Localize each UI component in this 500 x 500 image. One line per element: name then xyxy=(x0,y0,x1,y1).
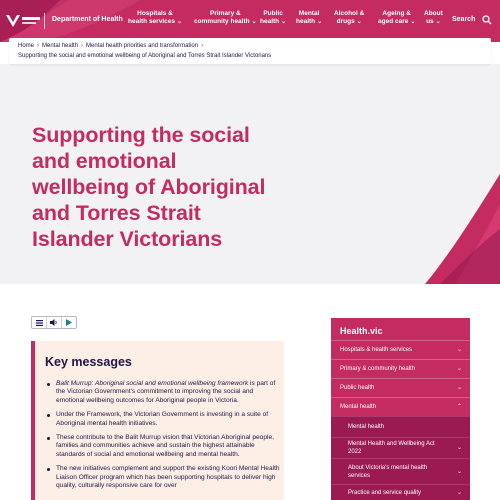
chevron-down-icon: ⌄ xyxy=(317,19,323,25)
side-item-hospitals[interactable]: Hospitals & health services ⌄ xyxy=(331,340,470,359)
menu-icon xyxy=(36,320,43,326)
key-messages-panel xyxy=(31,341,284,500)
list-item: Balit Murrup: Aboriginal social and emotional wellbeing framework is part of the Victorian Government's commitment to improving the social and emotional wellbeing outcomes for Aboriginal people in Victoria. xyxy=(45,380,280,405)
site-header xyxy=(0,0,500,42)
chevron-down-icon: ⌄ xyxy=(356,19,362,25)
list-item: The new initiatives complement and support the existing Koori Mental Health Liaison Officer program which has been supporting hospitals to deliver high quality, culturally responsive care for over xyxy=(45,465,280,490)
search-icon[interactable] xyxy=(482,15,492,25)
department-name[interactable]: Department of Health xyxy=(52,16,123,23)
hero-banner xyxy=(0,64,500,284)
chevron-down-icon[interactable]: ⌄ xyxy=(456,490,462,496)
side-nav-title[interactable]: Health.vic xyxy=(340,326,383,336)
breadcrumb xyxy=(9,38,491,64)
side-sub-about-services[interactable]: About Victoria's mental health services ⌄ xyxy=(331,458,470,484)
key-messages-heading: Key messages xyxy=(45,355,132,369)
side-sub-practice-quality[interactable]: Practice and service quality ⌄ xyxy=(331,484,470,500)
breadcrumb-mental-health[interactable]: Mental health xyxy=(42,43,79,49)
chevron-down-icon[interactable]: ⌄ xyxy=(456,469,462,475)
nav-hospitals[interactable]: Hospitals & health services ⌄ xyxy=(128,10,183,25)
breadcrumb-home[interactable]: Home xyxy=(18,43,35,49)
logo-divider xyxy=(44,13,45,29)
side-sub-mental-health[interactable]: Mental health xyxy=(331,416,470,437)
page-title: Supporting the social and emotional wellbeing of Aboriginal and Torres Strait Islander Victorians xyxy=(32,123,266,251)
victoria-logo[interactable] xyxy=(4,12,44,30)
chevron-down-icon: ⌄ xyxy=(176,19,183,25)
search-button[interactable]: Search xyxy=(452,16,476,23)
chevron-down-icon: ⌄ xyxy=(281,19,287,25)
side-item-primary[interactable]: Primary & community health ⌄ xyxy=(331,359,470,378)
play-icon xyxy=(66,319,72,326)
chevron-down-icon[interactable]: ⌄ xyxy=(456,366,462,372)
breadcrumb-priorities[interactable]: Mental health priorities and transformation xyxy=(86,43,199,49)
speaker-icon xyxy=(50,319,58,326)
breadcrumb-separator: › xyxy=(81,43,84,49)
chevron-down-icon: ⌄ xyxy=(251,19,257,25)
side-item-public-health[interactable]: Public health ⌄ xyxy=(331,378,470,397)
volume-button[interactable] xyxy=(47,317,62,328)
list-item: These contribute to the Balit Murrup vision that Victorian Aboriginal people, families and communities achieve and sustain the highest attainable standards of social and emotional wellbeing and mental health. xyxy=(45,434,280,459)
chevron-down-icon[interactable]: ⌄ xyxy=(456,385,462,391)
side-navigation xyxy=(331,318,470,500)
readspeaker-toolbar xyxy=(31,316,77,329)
chevron-up-icon[interactable]: ⌃ xyxy=(456,404,462,410)
nav-alcohol-drugs[interactable]: Alcohol & drugs ⌄ xyxy=(334,10,365,25)
nav-mental-health[interactable]: Mental health ⌄ xyxy=(296,10,323,25)
side-sub-act-2022[interactable]: Mental Health and Wellbeing Act 2022 ⌄ xyxy=(331,437,470,458)
chevron-down-icon[interactable]: ⌄ xyxy=(456,347,462,353)
play-button[interactable] xyxy=(62,317,76,328)
side-item-mental-health[interactable]: Mental health ⌃ xyxy=(331,397,470,416)
breadcrumb-separator: › xyxy=(37,43,40,49)
breadcrumb-separator: › xyxy=(201,43,204,49)
list-item: Under the Framework, the Victorian Government is investing in a suite of Aboriginal mental health initiatives. xyxy=(45,411,280,428)
breadcrumb-current: Supporting the social and emotional wellbeing of Aboriginal and Torres Strait Islander Victorians xyxy=(18,53,272,59)
nav-public-health[interactable]: Public health ⌄ xyxy=(260,10,287,25)
key-messages-list xyxy=(45,380,280,496)
menu-button[interactable] xyxy=(32,317,47,328)
chevron-down-icon[interactable]: ⌄ xyxy=(456,445,462,451)
nav-ageing-aged-care[interactable]: Ageing & aged care ⌄ xyxy=(378,10,416,25)
chevron-down-icon: ⌄ xyxy=(435,19,441,25)
breadcrumb-trail xyxy=(18,43,206,49)
chevron-down-icon: ⌄ xyxy=(410,19,416,25)
nav-primary-community[interactable]: Primary & community health ⌄ xyxy=(194,10,257,25)
nav-about-us[interactable]: About us ⌄ xyxy=(424,10,443,25)
